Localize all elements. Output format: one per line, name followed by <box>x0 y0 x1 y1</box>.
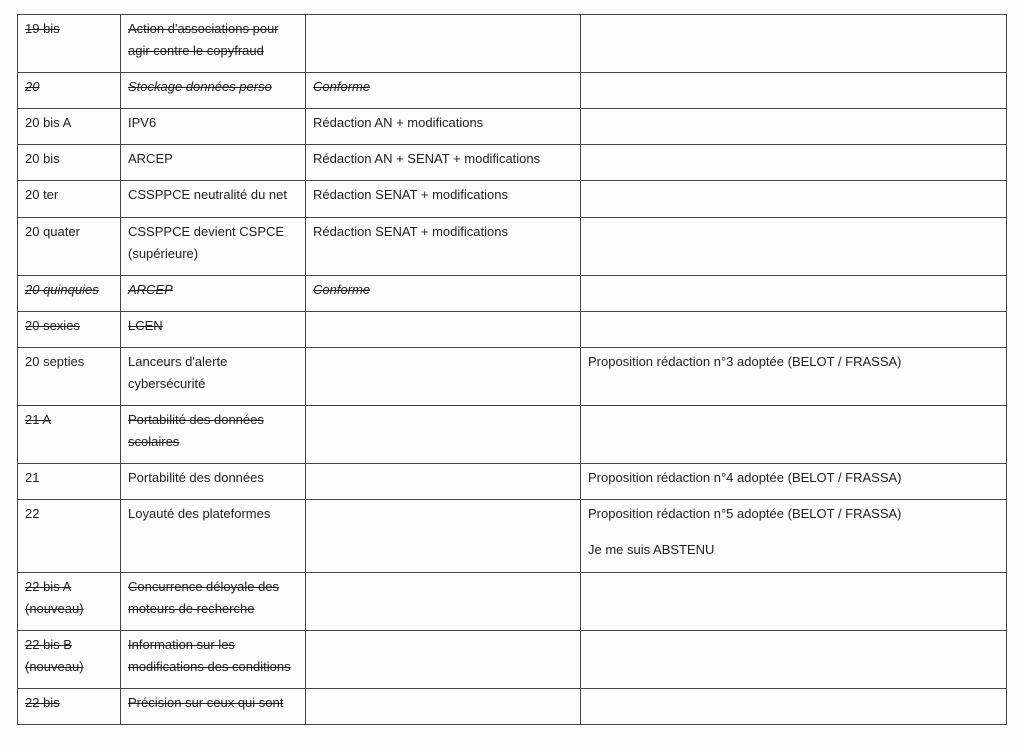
article-number: 21 <box>25 470 40 485</box>
status-cell <box>306 573 581 631</box>
subject-line: IPV6 <box>128 115 157 130</box>
subject-line: Information sur les <box>128 637 235 652</box>
subject-cell <box>121 276 306 312</box>
note-cell <box>581 312 1007 348</box>
article-number-cell <box>18 181 121 218</box>
subject-line: Stockage données perso <box>128 79 272 94</box>
table-row <box>18 464 1007 500</box>
subject-line: Loyauté des plateformes <box>128 506 271 521</box>
subject-line: ARCEP <box>128 151 173 166</box>
note-cell <box>581 348 1007 406</box>
note-cell <box>581 145 1007 181</box>
article-number-cell <box>18 145 121 181</box>
status-cell <box>306 464 581 500</box>
subject-cell <box>121 631 306 689</box>
subject-cell <box>121 689 306 725</box>
status-cell <box>306 406 581 464</box>
article-number: 22 bis <box>25 695 60 710</box>
subject-line: Portabilité des données <box>128 412 264 427</box>
status-text: Rédaction SENAT + modifications <box>313 224 508 239</box>
status-cell <box>306 181 581 218</box>
subject-cell <box>121 145 306 181</box>
table-row <box>18 276 1007 312</box>
subject-line: Précision sur ceux qui sont <box>128 695 284 710</box>
note-cell <box>581 181 1007 218</box>
status-cell <box>306 15 581 73</box>
amendment-table <box>17 14 1007 725</box>
article-number-suffix: (nouveau) <box>25 659 84 674</box>
article-number: 20 ter <box>25 187 59 202</box>
article-number: 20 bis <box>25 151 60 166</box>
table-row <box>18 573 1007 631</box>
note-text: Proposition rédaction n°3 adoptée (BELOT / FRASSA) <box>588 354 902 369</box>
article-number-cell <box>18 15 121 73</box>
status-text: Conforme <box>313 79 371 94</box>
table-row <box>18 348 1007 406</box>
status-text: Rédaction AN + modifications <box>313 115 484 130</box>
note-cell <box>581 689 1007 725</box>
subject-cell <box>121 573 306 631</box>
note-cell <box>581 73 1007 109</box>
note-cell <box>581 573 1007 631</box>
article-number-cell <box>18 109 121 145</box>
subject-cell <box>121 406 306 464</box>
status-cell <box>306 73 581 109</box>
status-cell <box>306 109 581 145</box>
subject-line: modifications des conditions <box>128 659 291 674</box>
table-row <box>18 181 1007 218</box>
note-cell <box>581 276 1007 312</box>
article-number: 20 bis A <box>25 115 72 130</box>
subject-line: CSSPPCE devient CSPCE <box>128 224 285 239</box>
table-row <box>18 218 1007 276</box>
article-number: 20 quater <box>25 224 80 239</box>
subject-cell <box>121 348 306 406</box>
article-number-cell <box>18 406 121 464</box>
status-cell <box>306 689 581 725</box>
subject-line: ARCEP <box>128 282 173 297</box>
table-row <box>18 15 1007 73</box>
note-cell <box>581 109 1007 145</box>
subject-line: cybersécurité <box>128 376 206 391</box>
subject-line: Action d'associations pour <box>128 21 279 36</box>
article-number: 20 <box>25 79 40 94</box>
status-cell <box>306 500 581 573</box>
article-number: 20 sexies <box>25 318 80 333</box>
status-text: Rédaction AN + SENAT + modifications <box>313 151 541 166</box>
table-row <box>18 312 1007 348</box>
subject-cell <box>121 312 306 348</box>
subject-cell <box>121 73 306 109</box>
subject-line: (supérieure) <box>128 246 199 261</box>
subject-cell <box>121 181 306 218</box>
status-cell <box>306 145 581 181</box>
subject-cell <box>121 109 306 145</box>
status-cell <box>306 312 581 348</box>
subject-cell <box>121 15 306 73</box>
table-row <box>18 689 1007 725</box>
article-number: 20 quinquies <box>25 282 99 297</box>
status-cell <box>306 631 581 689</box>
article-number-cell <box>18 73 121 109</box>
table-row <box>18 406 1007 464</box>
table-row <box>18 73 1007 109</box>
article-number: 22 <box>25 506 40 521</box>
article-number-cell <box>18 573 121 631</box>
subject-line: LCEN <box>128 318 163 333</box>
note-cell <box>581 15 1007 73</box>
table-row <box>18 500 1007 573</box>
note-text: Je me suis ABSTENU <box>588 542 715 557</box>
note-cell <box>581 500 1007 573</box>
subject-line: scolaires <box>128 434 180 449</box>
article-number: 20 septies <box>25 354 85 369</box>
note-text: Proposition rédaction n°5 adoptée (BELOT / FRASSA) <box>588 506 902 521</box>
article-number-cell <box>18 464 121 500</box>
article-number-cell <box>18 348 121 406</box>
subject-line: CSSPPCE neutralité du net <box>128 187 287 202</box>
article-number-cell <box>18 689 121 725</box>
article-number-cell <box>18 312 121 348</box>
table-row <box>18 631 1007 689</box>
status-cell <box>306 348 581 406</box>
article-number: 19 bis <box>25 21 60 36</box>
note-cell <box>581 406 1007 464</box>
article-number-suffix: (nouveau) <box>25 601 84 616</box>
subject-cell <box>121 464 306 500</box>
article-number-cell <box>18 500 121 573</box>
status-cell <box>306 218 581 276</box>
status-text: Rédaction SENAT + modifications <box>313 187 508 202</box>
subject-cell <box>121 218 306 276</box>
note-text: Proposition rédaction n°4 adoptée (BELOT / FRASSA) <box>588 470 902 485</box>
status-cell <box>306 276 581 312</box>
subject-line: Concurrence déloyale des <box>128 579 280 594</box>
note-cell <box>581 631 1007 689</box>
article-number-cell <box>18 276 121 312</box>
note-cell <box>581 218 1007 276</box>
table-row <box>18 109 1007 145</box>
article-number-cell <box>18 218 121 276</box>
note-cell <box>581 464 1007 500</box>
article-number: 22 bis A <box>25 579 72 594</box>
subject-cell <box>121 500 306 573</box>
subject-line: Lanceurs d'alerte <box>128 354 228 369</box>
article-number-cell <box>18 631 121 689</box>
article-number: 21 A <box>25 412 52 427</box>
subject-line: agir contre le copyfraud <box>128 43 264 58</box>
article-number: 22 bis B <box>25 637 72 652</box>
table-row <box>18 145 1007 181</box>
subject-line: moteurs de recherche <box>128 601 255 616</box>
subject-line: Portabilité des données <box>128 470 264 485</box>
status-text: Conforme <box>313 282 371 297</box>
